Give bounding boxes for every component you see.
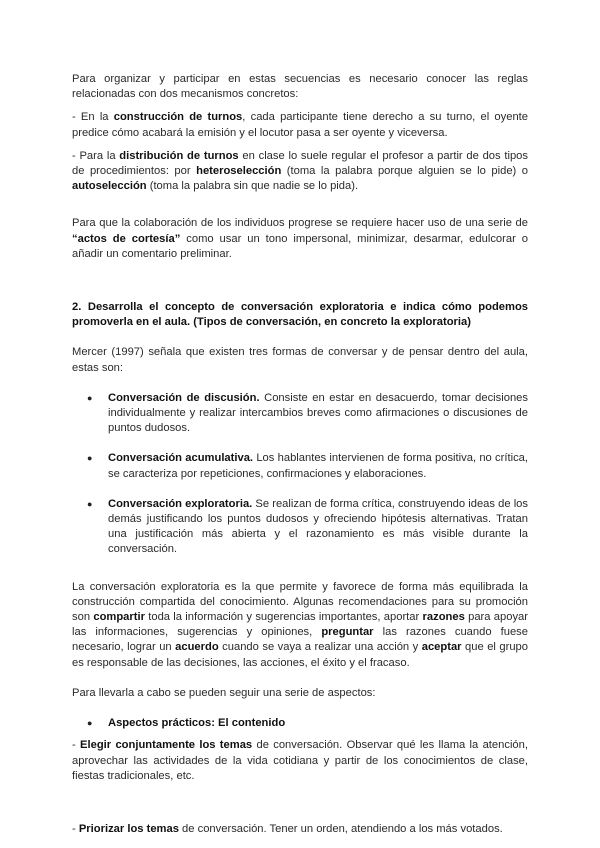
distribucion-paragraph (72, 149, 528, 195)
bullet-icon: ● (87, 392, 93, 403)
bold-term: Conversación de discusión. (108, 391, 260, 404)
intro-paragraph: Para organizar y participar en estas secuencias es necesario conocer las reglas relacionadas con dos mecanismos concretos: (72, 73, 528, 101)
text-run: - (72, 822, 79, 835)
bold-term: Priorizar los temas (78, 822, 179, 835)
bold-term: distribución de turnos (119, 149, 239, 162)
bullet-icon: ● (87, 453, 93, 464)
bold-term: aceptar (421, 641, 462, 654)
priorizar-paragraph (72, 822, 528, 837)
bullet-icon: ● (87, 718, 93, 729)
bold-term: autoselección (72, 180, 147, 193)
aspectos-intro: Para llevarla a cabo se pueden seguir una serie de aspectos: (72, 686, 376, 699)
bold-term: Conversación acumulativa. (108, 452, 254, 465)
bold-term: “actos de cortesía” (72, 232, 181, 245)
elegir-paragraph (72, 738, 528, 784)
text-run: La conversación exploratoria es la que permite y favorece de forma más equilibrada la construcción compartida del conocimiento. Algunas recomendaciones para su promoción son (72, 580, 528, 624)
text-run: de conversación. Tener un orden, atendiendo a los más votados. (178, 822, 503, 835)
text-run: - (72, 739, 81, 752)
bold-term: Conversación exploratoria. (108, 497, 253, 510)
text-run: cuando se vaya a realizar una acción y (218, 641, 422, 654)
bold-term: compartir (93, 611, 145, 624)
text-run: , cada participante tiene derecho a su turno, el oyente predice cómo acabará la emisión y el locutor pasa a ser oyente y viceversa. (72, 111, 528, 139)
cortesia-paragraph (72, 216, 528, 262)
bold-term: preguntar (321, 626, 374, 639)
text-run: toda la información y sugerencias importantes, aportar (144, 611, 423, 624)
text-run: (toma la palabra sin que nadie se lo pida). (146, 180, 359, 193)
text-run: (toma la palabra porque alguien se lo pide) o (281, 165, 528, 178)
bold-term: construcción de turnos (113, 111, 243, 124)
text-run: - Para la (72, 149, 120, 162)
text-run: para apoyar las informaciones, sugerencias y opiniones, (72, 611, 528, 639)
text-run: Consiste en estar en desacuerdo, tomar decisiones individualmente y realizar intercambios breves como afirmaciones o discusiones de puntos dudosos. (108, 391, 528, 435)
list-item (72, 391, 528, 437)
bullet-icon: ● (87, 498, 93, 509)
text-run: - En la (72, 111, 114, 124)
list-item (72, 497, 528, 558)
text-run: Para que la colaboración de los individuos progrese se requiere hacer uso de una serie de (72, 217, 528, 230)
document-page (72, 72, 528, 837)
mercer-paragraph: Mercer (1997) señala que existen tres formas de conversar y de pensar dentro del aula, estas son: (72, 346, 528, 374)
bold-term: Elegir conjuntamente los temas (80, 739, 253, 752)
text-run: de conversación. Observar qué les llama la atención, aprovechar las actividades de la vida cotidiana y partir de los conocimientos de clase, fiestas tradicionales, etc. (72, 739, 528, 782)
text-run: Se realizan de forma crítica, construyendo ideas de los demás justificando los puntos dudosos y ofreciendo hipótesis alternativas. Tratan una justificación más abierta y el razonamiento es más visible durante la conversación. (108, 497, 529, 556)
text-run: que el grupo es responsable de las decisiones, las acciones, el éxito y el fracaso. (72, 641, 528, 669)
bold-term: heteroselección (196, 165, 282, 178)
turnos-paragraph (72, 110, 528, 140)
text-run: como usar un tono impersonal, minimizar, desarmar, edulcorar o añadir un comentario preliminar. (72, 232, 528, 260)
list-item (72, 451, 528, 481)
list-item (72, 716, 528, 731)
text-run: en clase lo suele regular el profesor a partir de dos tipos de procedimientos: por (72, 149, 529, 178)
bold-term: Aspectos prácticos: El contenido (108, 717, 286, 730)
text-run: las razones cuando fuese necesario, lograr un (72, 626, 528, 654)
question-heading: 2. Desarrolla el concepto de conversación exploratoria e indica cómo podemos promoverla en el aula. (Tipos de conversación, en concreto la exploratoria) (72, 301, 528, 329)
exploratoria-paragraph (72, 580, 528, 671)
text-run: Los hablantes intervienen de forma positiva, no crítica, se caracteriza por repeticiones, confirmaciones y elaboraciones. (108, 452, 529, 480)
bold-term: razones (422, 611, 465, 624)
bold-term: acuerdo (175, 641, 219, 654)
